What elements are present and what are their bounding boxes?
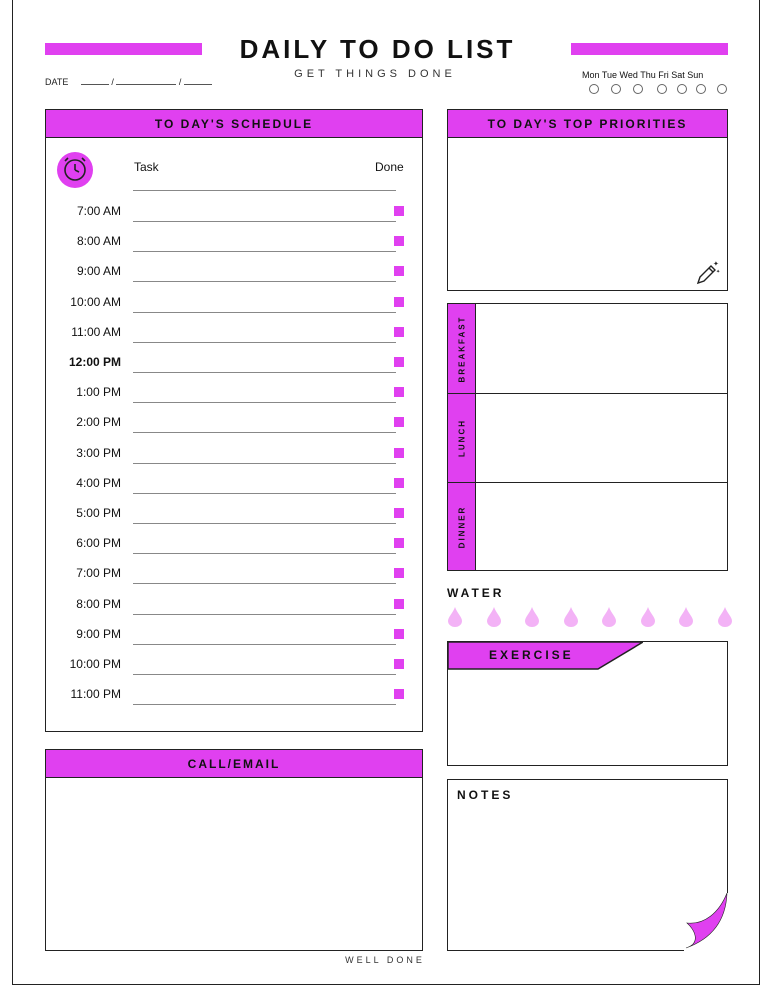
done-checkbox[interactable] [394,599,404,609]
weekday-labels: Mon Tue Wed Thu Fri Sat Sun [582,70,704,80]
footer-text: WELL DONE [345,955,425,965]
time-label: 10:00 AM [70,294,121,309]
notes-title: NOTES [457,788,514,802]
lunch-label: LUNCH [457,419,466,457]
task-line[interactable] [133,281,396,282]
done-checkbox[interactable] [394,538,404,548]
time-label: 9:00 AM [76,264,121,279]
time-label: 7:00 PM [76,566,121,581]
done-checkbox[interactable] [394,508,404,518]
time-label: 2:00 PM [76,415,121,430]
done-checkbox[interactable] [394,448,404,458]
weekday-checkbox-thu[interactable] [657,84,667,94]
lunch-label-cell [448,393,476,482]
done-checkbox[interactable] [394,297,404,307]
svg-text:✦: ✦ [716,269,721,275]
notes-panel [447,779,728,951]
breakfast-label: BREAKFAST [457,315,466,382]
task-line[interactable] [133,221,396,222]
page-curl-icon [684,893,728,951]
breakfast-label-cell [448,304,476,393]
weekday-checkbox-sat[interactable] [696,84,706,94]
svg-text:✦: ✦ [713,261,719,268]
done-checkbox[interactable] [394,327,404,337]
meal-divider [476,482,727,483]
water-drop-icon[interactable] [679,607,693,627]
water-drop-icon[interactable] [448,607,462,627]
task-line[interactable] [133,342,396,343]
time-label: 5:00 PM [76,506,121,520]
header-line [133,190,396,191]
task-line[interactable] [133,432,396,433]
task-column-header: Task [134,160,159,174]
done-checkbox[interactable] [394,478,404,488]
date-field[interactable]: DATE / / [45,77,212,87]
task-line[interactable] [133,674,396,675]
time-label: 9:00 PM [76,626,121,641]
clock-icon [55,150,95,190]
schedule-panel [45,109,423,732]
task-line[interactable] [133,553,396,554]
task-line[interactable] [133,251,396,252]
water-drop-icon[interactable] [641,607,655,627]
done-checkbox[interactable] [394,357,404,367]
schedule-title: TO DAY'S SCHEDULE [46,110,422,138]
date-label: DATE [45,77,69,87]
page-title: DAILY TO DO LIST [239,34,516,64]
water-drop-icon[interactable] [487,607,501,627]
call-email-panel [45,749,423,951]
time-label: 10:00 PM [69,657,121,671]
done-checkbox[interactable] [394,236,404,246]
task-line[interactable] [133,644,396,645]
done-checkbox[interactable] [394,689,404,699]
task-line[interactable] [133,372,396,373]
weekday-checkbox-wed[interactable] [633,84,643,94]
header-bar-left [45,43,202,55]
done-checkbox[interactable] [394,659,404,669]
time-label: 8:00 AM [76,234,121,249]
water-drop-icon[interactable] [602,607,616,627]
time-label: 8:00 PM [76,596,121,611]
water-drop-icon[interactable] [718,607,732,627]
task-line[interactable] [133,614,396,615]
time-label: 3:00 PM [76,445,121,460]
call-email-title: CALL/EMAIL [46,750,422,778]
done-checkbox[interactable] [394,417,404,427]
exercise-title: EXERCISE [489,648,574,662]
priorities-title: TO DAY'S TOP PRIORITIES [448,110,727,138]
priorities-panel [447,109,728,291]
task-line[interactable] [133,312,396,313]
task-line[interactable] [133,523,396,524]
done-checkbox[interactable] [394,206,404,216]
done-checkbox[interactable] [394,629,404,639]
dinner-label: DINNER [457,505,466,548]
time-label: 1:00 PM [76,385,121,400]
time-label: 12:00 PM [68,355,121,369]
weekday-checkbox-mon[interactable] [589,84,599,94]
meals-panel [447,303,728,571]
task-line[interactable] [133,704,396,705]
time-label: 11:00 PM [70,687,121,702]
task-line[interactable] [133,402,396,403]
task-line[interactable] [133,463,396,464]
task-line[interactable] [133,493,396,494]
time-label: 7:00 AM [76,204,121,218]
time-label: 6:00 PM [76,536,121,551]
time-label: 4:00 PM [76,475,121,490]
page-subtitle: GET THINGS DONE [294,68,456,80]
water-title: WATER [447,586,505,600]
dinner-label-cell [448,482,476,570]
water-drop-icon[interactable] [564,607,578,627]
header-bar-right [571,43,728,55]
weekday-checkbox-tue[interactable] [611,84,621,94]
water-drop-icon[interactable] [525,607,539,627]
weekday-checkbox-fri[interactable] [677,84,687,94]
done-checkbox[interactable] [394,568,404,578]
pencil-icon [695,260,721,286]
task-line[interactable] [133,583,396,584]
done-checkbox[interactable] [394,266,404,276]
weekday-checkbox-sun[interactable] [717,84,727,94]
exercise-panel [447,641,728,766]
done-column-header: Done [375,160,404,174]
done-checkbox[interactable] [394,387,404,397]
time-label: 11:00 AM [71,324,121,339]
meal-divider [476,393,727,394]
